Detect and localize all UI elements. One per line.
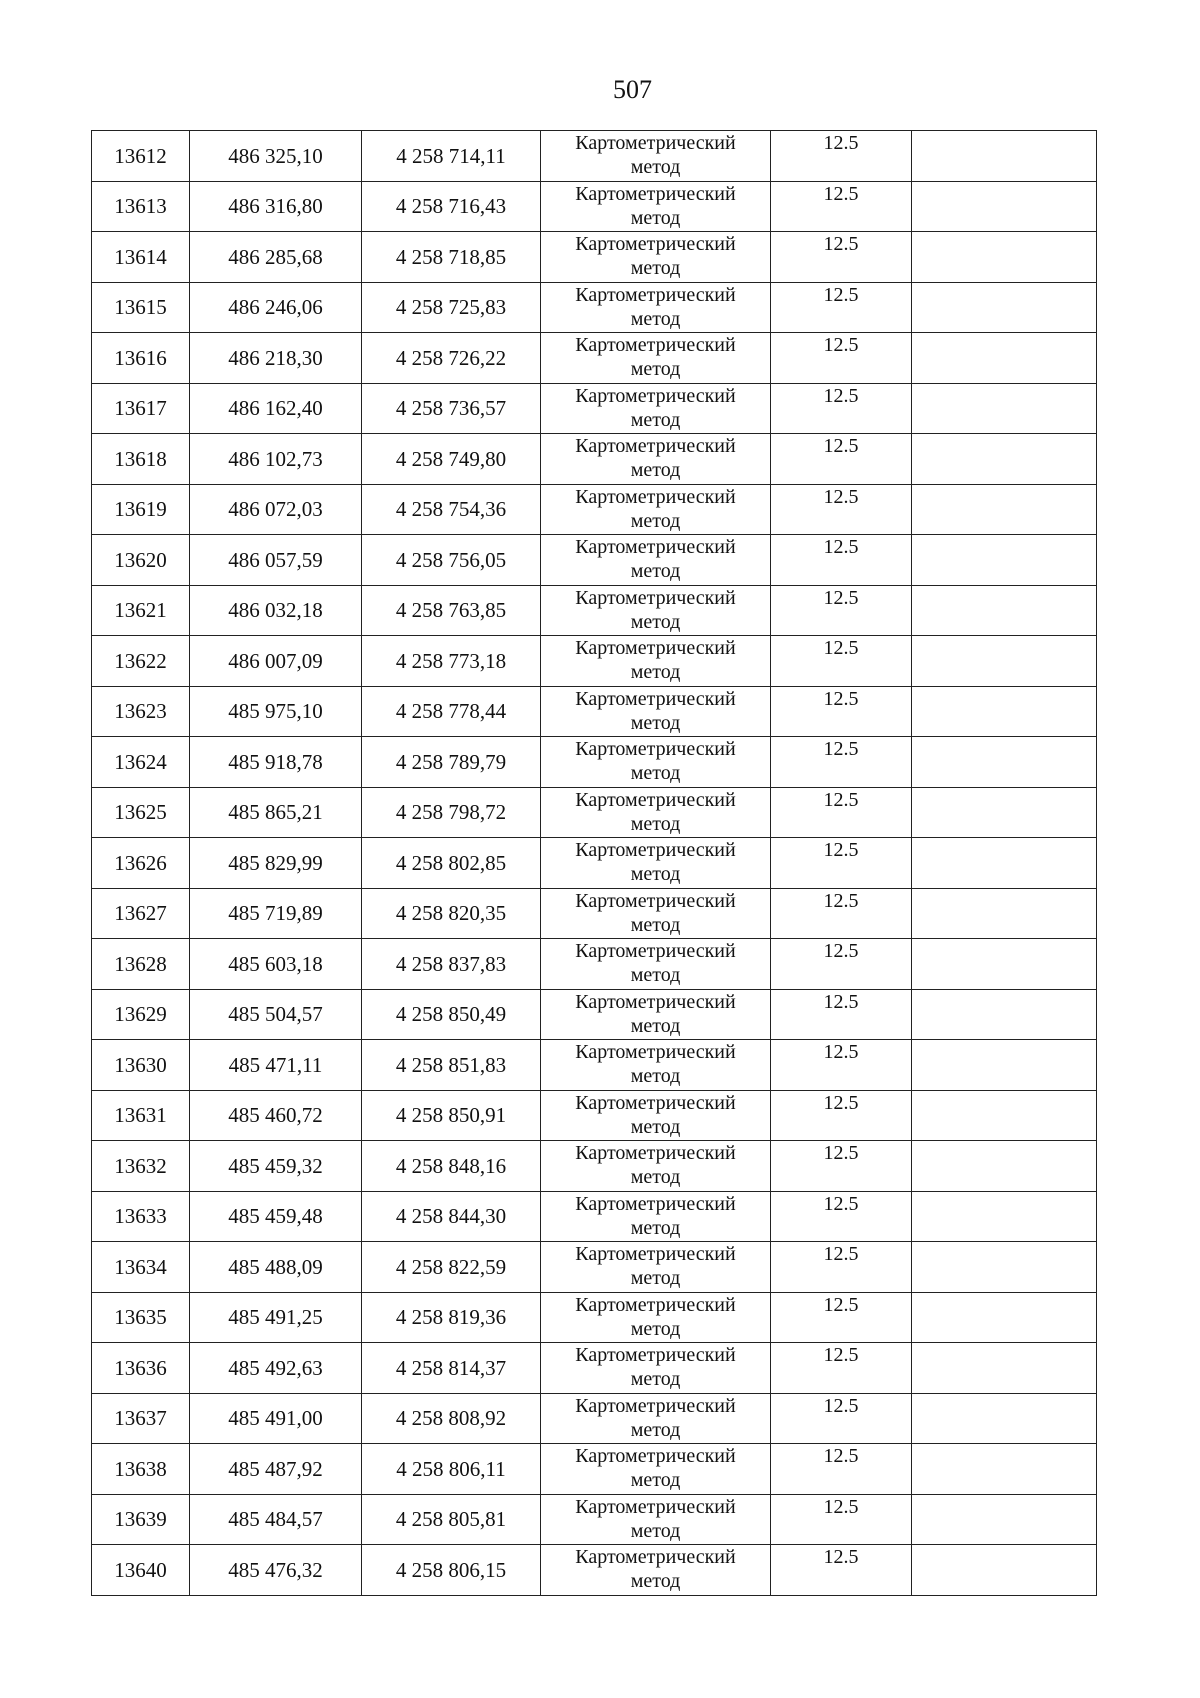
- table-row: [92, 131, 1097, 182]
- point-number-cell: 13638: [92, 1444, 190, 1495]
- point-number-cell: 13625: [92, 787, 190, 838]
- y-coordinate-cell: 4 258 789,79: [362, 737, 541, 788]
- table-row: [92, 232, 1097, 283]
- x-coordinate-cell: 485 918,78: [190, 737, 362, 788]
- note-cell: [912, 636, 1097, 687]
- method-line-2: метод: [630, 1418, 681, 1441]
- y-coordinate-cell: 4 258 806,15: [362, 1545, 541, 1596]
- method-cell: [541, 282, 771, 333]
- accuracy-cell: 12.5: [771, 1292, 912, 1343]
- y-coordinate-cell: 4 258 850,91: [362, 1090, 541, 1141]
- table-row: [92, 1444, 1097, 1495]
- point-number-cell: 13616: [92, 333, 190, 384]
- note-cell: [912, 1141, 1097, 1192]
- x-coordinate-cell: 485 488,09: [190, 1242, 362, 1293]
- method-line-1: Картометрический: [575, 435, 736, 457]
- x-coordinate-cell: 486 285,68: [190, 232, 362, 283]
- x-coordinate-cell: 485 491,25: [190, 1292, 362, 1343]
- method-cell: [541, 1090, 771, 1141]
- y-coordinate-cell: 4 258 822,59: [362, 1242, 541, 1293]
- note-cell: [912, 383, 1097, 434]
- method-line-2: метод: [630, 459, 681, 481]
- accuracy-cell: 12.5: [771, 1191, 912, 1242]
- y-coordinate-cell: 4 258 718,85: [362, 232, 541, 283]
- method-line-1: Картометрический: [575, 1091, 736, 1114]
- y-coordinate-cell: 4 258 773,18: [362, 636, 541, 687]
- method-cell: [541, 787, 771, 838]
- method-line-2: метод: [630, 1166, 681, 1188]
- note-cell: [912, 686, 1097, 737]
- table-row: [92, 282, 1097, 333]
- method-line-1: Картометрический: [575, 940, 736, 962]
- method-line-2: метод: [630, 257, 681, 279]
- x-coordinate-cell: 486 102,73: [190, 434, 362, 485]
- accuracy-cell: 12.5: [771, 181, 912, 232]
- method-line-1: Картометрический: [575, 990, 736, 1013]
- accuracy-cell: 12.5: [771, 888, 912, 939]
- method-line-1: Картометрический: [575, 1445, 736, 1467]
- point-number-cell: 13623: [92, 686, 190, 737]
- y-coordinate-cell: 4 258 736,57: [362, 383, 541, 434]
- method-cell: [541, 181, 771, 232]
- table-row: [92, 535, 1097, 586]
- point-number-cell: 13632: [92, 1141, 190, 1192]
- table-row: [92, 636, 1097, 687]
- note-cell: [912, 1545, 1097, 1596]
- coordinates-table: [91, 130, 1097, 1596]
- x-coordinate-cell: 485 459,32: [190, 1141, 362, 1192]
- method-line-2: метод: [630, 964, 681, 986]
- note-cell: [912, 838, 1097, 889]
- method-line-2: метод: [630, 762, 681, 784]
- point-number-cell: 13619: [92, 484, 190, 535]
- method-line-1: Картометрический: [575, 586, 736, 609]
- method-cell: [541, 1343, 771, 1394]
- y-coordinate-cell: 4 258 716,43: [362, 181, 541, 232]
- method-line-1: Картометрический: [575, 889, 736, 912]
- x-coordinate-cell: 486 072,03: [190, 484, 362, 535]
- accuracy-cell: 12.5: [771, 939, 912, 990]
- point-number-cell: 13618: [92, 434, 190, 485]
- method-line-1: Картометрический: [575, 687, 736, 710]
- method-line-1: Картометрический: [575, 1243, 736, 1265]
- y-coordinate-cell: 4 258 754,36: [362, 484, 541, 535]
- note-cell: [912, 1494, 1097, 1545]
- accuracy-cell: 12.5: [771, 131, 912, 182]
- y-coordinate-cell: 4 258 837,83: [362, 939, 541, 990]
- y-coordinate-cell: 4 258 756,05: [362, 535, 541, 586]
- method-line-2: метод: [630, 610, 681, 633]
- note-cell: [912, 333, 1097, 384]
- y-coordinate-cell: 4 258 798,72: [362, 787, 541, 838]
- point-number-cell: 13628: [92, 939, 190, 990]
- x-coordinate-cell: 485 460,72: [190, 1090, 362, 1141]
- x-coordinate-cell: 486 162,40: [190, 383, 362, 434]
- method-cell: [541, 737, 771, 788]
- y-coordinate-cell: 4 258 819,36: [362, 1292, 541, 1343]
- note-cell: [912, 181, 1097, 232]
- y-coordinate-cell: 4 258 806,11: [362, 1444, 541, 1495]
- method-line-1: Картометрический: [575, 384, 736, 407]
- point-number-cell: 13615: [92, 282, 190, 333]
- y-coordinate-cell: 4 258 850,49: [362, 989, 541, 1040]
- accuracy-cell: 12.5: [771, 383, 912, 434]
- method-line-1: Картометрический: [575, 334, 736, 356]
- x-coordinate-cell: 486 218,30: [190, 333, 362, 384]
- method-cell: [541, 1040, 771, 1091]
- y-coordinate-cell: 4 258 714,11: [362, 131, 541, 182]
- accuracy-cell: 12.5: [771, 232, 912, 283]
- accuracy-cell: 12.5: [771, 1494, 912, 1545]
- x-coordinate-cell: 485 492,63: [190, 1343, 362, 1394]
- method-line-1: Картометрический: [575, 283, 736, 306]
- y-coordinate-cell: 4 258 820,35: [362, 888, 541, 939]
- note-cell: [912, 787, 1097, 838]
- y-coordinate-cell: 4 258 844,30: [362, 1191, 541, 1242]
- table-row: [92, 333, 1097, 384]
- method-line-2: метод: [630, 711, 681, 734]
- table-row: [92, 484, 1097, 535]
- note-cell: [912, 1242, 1097, 1293]
- method-line-2: метод: [630, 863, 681, 885]
- accuracy-cell: 12.5: [771, 838, 912, 889]
- method-cell: [541, 1191, 771, 1242]
- point-number-cell: 13639: [92, 1494, 190, 1545]
- table-row: [92, 737, 1097, 788]
- point-number-cell: 13614: [92, 232, 190, 283]
- method-cell: [541, 131, 771, 182]
- note-cell: [912, 888, 1097, 939]
- method-cell: [541, 484, 771, 535]
- note-cell: [912, 1343, 1097, 1394]
- method-cell: [541, 232, 771, 283]
- method-cell: [541, 434, 771, 485]
- note-cell: [912, 1444, 1097, 1495]
- method-line-1: Картометрический: [575, 233, 736, 255]
- note-cell: [912, 585, 1097, 636]
- note-cell: [912, 1090, 1097, 1141]
- table-row: [92, 1090, 1097, 1141]
- method-cell: [541, 1444, 771, 1495]
- point-number-cell: 13624: [92, 737, 190, 788]
- x-coordinate-cell: 486 316,80: [190, 181, 362, 232]
- x-coordinate-cell: 485 491,00: [190, 1393, 362, 1444]
- method-line-2: метод: [630, 560, 681, 582]
- note-cell: [912, 535, 1097, 586]
- point-number-cell: 13622: [92, 636, 190, 687]
- method-cell: [541, 1494, 771, 1545]
- table-row: [92, 1242, 1097, 1293]
- x-coordinate-cell: 485 459,48: [190, 1191, 362, 1242]
- x-coordinate-cell: 485 975,10: [190, 686, 362, 737]
- accuracy-cell: 12.5: [771, 737, 912, 788]
- method-line-1: Картометрический: [575, 132, 736, 154]
- x-coordinate-cell: 485 471,11: [190, 1040, 362, 1091]
- accuracy-cell: 12.5: [771, 1040, 912, 1091]
- method-line-1: Картометрический: [575, 1495, 736, 1518]
- method-cell: [541, 585, 771, 636]
- y-coordinate-cell: 4 258 763,85: [362, 585, 541, 636]
- method-line-1: Картометрический: [575, 1344, 736, 1366]
- table-row: [92, 383, 1097, 434]
- accuracy-cell: 12.5: [771, 1242, 912, 1293]
- accuracy-cell: 12.5: [771, 1393, 912, 1444]
- method-cell: [541, 888, 771, 939]
- point-number-cell: 13633: [92, 1191, 190, 1242]
- method-line-2: метод: [630, 358, 681, 380]
- method-line-1: Картометрический: [575, 738, 736, 760]
- accuracy-cell: 12.5: [771, 1545, 912, 1596]
- point-number-cell: 13620: [92, 535, 190, 586]
- y-coordinate-cell: 4 258 802,85: [362, 838, 541, 889]
- accuracy-cell: 12.5: [771, 1343, 912, 1394]
- y-coordinate-cell: 4 258 851,83: [362, 1040, 541, 1091]
- table-row: [92, 1191, 1097, 1242]
- point-number-cell: 13629: [92, 989, 190, 1040]
- x-coordinate-cell: 486 325,10: [190, 131, 362, 182]
- method-line-2: метод: [630, 307, 681, 330]
- table-row: [92, 838, 1097, 889]
- method-line-1: Картометрический: [575, 1293, 736, 1316]
- point-number-cell: 13627: [92, 888, 190, 939]
- y-coordinate-cell: 4 258 725,83: [362, 282, 541, 333]
- note-cell: [912, 737, 1097, 788]
- method-cell: [541, 939, 771, 990]
- method-cell: [541, 535, 771, 586]
- method-line-2: метод: [630, 1115, 681, 1138]
- method-line-1: Картометрический: [575, 839, 736, 861]
- method-line-1: Картометрический: [575, 1394, 736, 1417]
- accuracy-cell: 12.5: [771, 1090, 912, 1141]
- accuracy-cell: 12.5: [771, 333, 912, 384]
- point-number-cell: 13631: [92, 1090, 190, 1141]
- x-coordinate-cell: 485 719,89: [190, 888, 362, 939]
- accuracy-cell: 12.5: [771, 585, 912, 636]
- method-line-2: метод: [630, 156, 681, 178]
- method-line-2: метод: [630, 913, 681, 936]
- point-number-cell: 13636: [92, 1343, 190, 1394]
- accuracy-cell: 12.5: [771, 787, 912, 838]
- table-row: [92, 939, 1097, 990]
- method-line-2: метод: [630, 408, 681, 431]
- accuracy-cell: 12.5: [771, 484, 912, 535]
- table-row: [92, 1040, 1097, 1091]
- note-cell: [912, 434, 1097, 485]
- method-line-2: метод: [630, 1065, 681, 1087]
- y-coordinate-cell: 4 258 749,80: [362, 434, 541, 485]
- note-cell: [912, 989, 1097, 1040]
- method-line-2: метод: [630, 1570, 681, 1592]
- x-coordinate-cell: 486 032,18: [190, 585, 362, 636]
- method-line-2: метод: [630, 1216, 681, 1239]
- accuracy-cell: 12.5: [771, 686, 912, 737]
- table-row: [92, 434, 1097, 485]
- point-number-cell: 13613: [92, 181, 190, 232]
- point-number-cell: 13634: [92, 1242, 190, 1293]
- y-coordinate-cell: 4 258 814,37: [362, 1343, 541, 1394]
- method-cell: [541, 1141, 771, 1192]
- table-row: [92, 1343, 1097, 1394]
- point-number-cell: 13612: [92, 131, 190, 182]
- note-cell: [912, 939, 1097, 990]
- table-row: [92, 1393, 1097, 1444]
- method-line-1: Картометрический: [575, 637, 736, 659]
- method-line-1: Картометрический: [575, 1192, 736, 1215]
- x-coordinate-cell: 485 504,57: [190, 989, 362, 1040]
- method-line-1: Картометрический: [575, 1546, 736, 1568]
- table-row: [92, 585, 1097, 636]
- table-row: [92, 989, 1097, 1040]
- x-coordinate-cell: 485 487,92: [190, 1444, 362, 1495]
- x-coordinate-cell: 485 476,32: [190, 1545, 362, 1596]
- method-line-1: Картометрический: [575, 485, 736, 508]
- note-cell: [912, 232, 1097, 283]
- point-number-cell: 13635: [92, 1292, 190, 1343]
- accuracy-cell: 12.5: [771, 636, 912, 687]
- method-line-2: метод: [630, 206, 681, 229]
- table-row: [92, 888, 1097, 939]
- x-coordinate-cell: 485 603,18: [190, 939, 362, 990]
- y-coordinate-cell: 4 258 726,22: [362, 333, 541, 384]
- method-line-1: Картометрический: [575, 788, 736, 811]
- method-cell: [541, 1242, 771, 1293]
- table-row: [92, 1494, 1097, 1545]
- y-coordinate-cell: 4 258 805,81: [362, 1494, 541, 1545]
- accuracy-cell: 12.5: [771, 1141, 912, 1192]
- accuracy-cell: 12.5: [771, 989, 912, 1040]
- method-cell: [541, 1545, 771, 1596]
- table-row: [92, 787, 1097, 838]
- y-coordinate-cell: 4 258 778,44: [362, 686, 541, 737]
- method-line-2: метод: [630, 1014, 681, 1037]
- table-row: [92, 181, 1097, 232]
- note-cell: [912, 1040, 1097, 1091]
- method-cell: [541, 686, 771, 737]
- method-line-2: метод: [630, 1469, 681, 1491]
- point-number-cell: 13617: [92, 383, 190, 434]
- table-row: [92, 1545, 1097, 1596]
- accuracy-cell: 12.5: [771, 535, 912, 586]
- page-number: 507: [613, 75, 652, 104]
- x-coordinate-cell: 485 484,57: [190, 1494, 362, 1545]
- method-cell: [541, 333, 771, 384]
- point-number-cell: 13626: [92, 838, 190, 889]
- method-cell: [541, 1292, 771, 1343]
- table-row: [92, 686, 1097, 737]
- y-coordinate-cell: 4 258 808,92: [362, 1393, 541, 1444]
- note-cell: [912, 1191, 1097, 1242]
- method-cell: [541, 989, 771, 1040]
- method-line-2: метод: [630, 1267, 681, 1289]
- method-line-2: метод: [630, 812, 681, 835]
- method-line-1: Картометрический: [575, 1041, 736, 1063]
- method-line-1: Картометрический: [575, 536, 736, 558]
- accuracy-cell: 12.5: [771, 282, 912, 333]
- note-cell: [912, 282, 1097, 333]
- method-cell: [541, 1393, 771, 1444]
- x-coordinate-cell: 485 865,21: [190, 787, 362, 838]
- point-number-cell: 13640: [92, 1545, 190, 1596]
- x-coordinate-cell: 485 829,99: [190, 838, 362, 889]
- method-cell: [541, 838, 771, 889]
- x-coordinate-cell: 486 007,09: [190, 636, 362, 687]
- method-line-1: Картометрический: [575, 1142, 736, 1164]
- note-cell: [912, 1393, 1097, 1444]
- x-coordinate-cell: 486 246,06: [190, 282, 362, 333]
- table-row: [92, 1292, 1097, 1343]
- method-line-1: Картометрический: [575, 182, 736, 205]
- point-number-cell: 13637: [92, 1393, 190, 1444]
- method-cell: [541, 636, 771, 687]
- method-line-2: метод: [630, 509, 681, 532]
- accuracy-cell: 12.5: [771, 434, 912, 485]
- table-row: [92, 1141, 1097, 1192]
- point-number-cell: 13630: [92, 1040, 190, 1091]
- method-line-2: метод: [630, 1368, 681, 1390]
- method-line-2: метод: [630, 661, 681, 683]
- method-cell: [541, 383, 771, 434]
- point-number-cell: 13621: [92, 585, 190, 636]
- coordinates-table-body: [92, 131, 1097, 1596]
- y-coordinate-cell: 4 258 848,16: [362, 1141, 541, 1192]
- accuracy-cell: 12.5: [771, 1444, 912, 1495]
- method-line-2: метод: [630, 1519, 681, 1542]
- note-cell: [912, 484, 1097, 535]
- x-coordinate-cell: 486 057,59: [190, 535, 362, 586]
- method-line-2: метод: [630, 1317, 681, 1340]
- note-cell: [912, 1292, 1097, 1343]
- note-cell: [912, 131, 1097, 182]
